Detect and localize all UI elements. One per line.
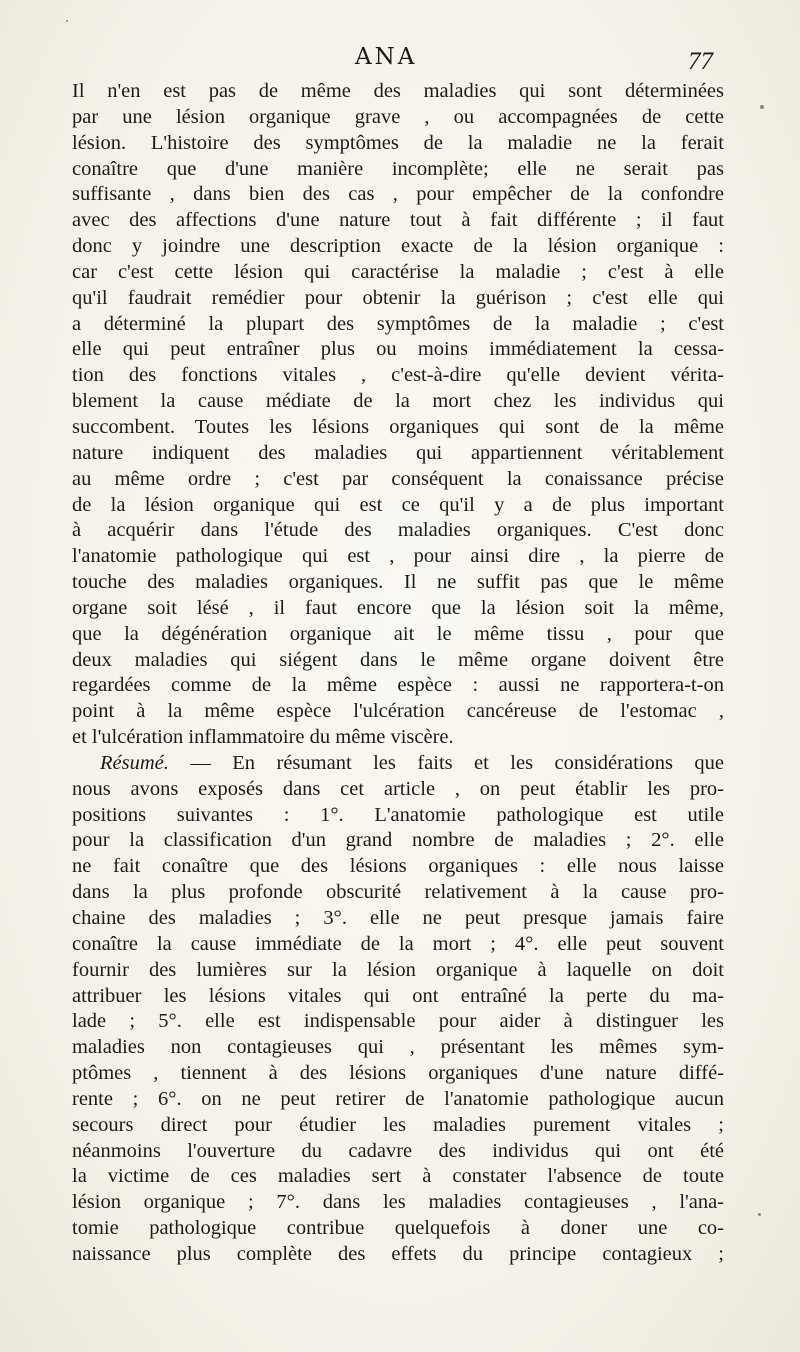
text-line: à acquérir dans l'étude des maladies organiques. C'est donc	[72, 519, 724, 542]
text-line: avec des affections d'une nature tout à fait différente ; il faut	[72, 209, 724, 232]
text-line: ptômes , tiennent à des lésions organiques d'une nature diffé-	[72, 1062, 724, 1085]
page-number: 77	[688, 48, 713, 75]
text-line: et l'ulcération inflammatoire du même viscère.	[72, 726, 454, 749]
body-text	[72, 79, 724, 1268]
text-line: deux maladies qui siégent dans le même organe doivent être	[72, 648, 724, 671]
text-line: l'anatomie pathologique qui est , pour ainsi dire , la pierre de	[72, 545, 724, 568]
text-line: qu'il faudrait remédier pour obtenir la guérison ; c'est elle qui	[72, 286, 724, 309]
paragraph-resume	[72, 751, 724, 1268]
text-line: au même ordre ; c'est par conséquent la conaissance précise	[72, 467, 724, 490]
text-line: touche des maladies organiques. Il ne suffit pas que le même	[72, 571, 724, 594]
text-line: conaître que d'une manière incomplète; elle ne serait pas	[72, 157, 724, 180]
text-line: néanmoins l'ouverture du cadavre des individus qui ont été	[72, 1139, 724, 1162]
text-line: par une lésion organique grave , ou accompagnées de cette	[72, 105, 724, 128]
text-line: conaître la cause immédiate de la mort ; 4°. elle peut souvent	[72, 932, 724, 955]
text-line: blement la cause médiate de la mort chez les individus qui	[72, 390, 724, 413]
text-line: a déterminé la plupart des symptômes de la maladie ; c'est	[72, 312, 724, 335]
text-line: secours direct pour étudier les maladies purement vitales ;	[72, 1113, 724, 1136]
paragraph-main	[72, 79, 724, 751]
text-line: rente ; 6°. on ne peut retirer de l'anatomie pathologique aucun	[72, 1087, 724, 1110]
text-line: pour la classification d'un grand nombre de maladies ; 2°. elle	[72, 829, 724, 852]
text-line: succombent. Toutes les lésions organiques qui sont de la même	[72, 415, 724, 438]
paper-speck	[760, 105, 764, 109]
text-line: organe soit lésé , il faut encore que la lésion soit la même,	[72, 596, 724, 619]
text-line: dans la plus profonde obscurité relativement à la cause pro-	[72, 881, 724, 904]
text-line: nature indiquent des maladies qui appartiennent véritablement	[72, 441, 724, 464]
text-line: nous avons exposés dans cet article , on peut établir les pro-	[72, 777, 724, 800]
text-line: naissance plus complète des effets du principe contagieux ;	[72, 1242, 724, 1265]
text-line: lésion. L'histoire des symptômes de la maladie ne la ferait	[72, 131, 724, 154]
text-line	[72, 751, 724, 777]
text-line: car c'est cette lésion qui caractérise la maladie ; c'est à elle	[72, 260, 724, 283]
text-line: maladies non contagieuses qui , présentant les mêmes sym-	[72, 1036, 724, 1059]
text-line: de la lésion organique qui est ce qu'il y a de plus important	[72, 493, 724, 516]
paper-speck	[66, 20, 68, 22]
text-line: lésion organique ; 7°. dans les maladies contagieuses , l'ana-	[72, 1191, 724, 1214]
resume-label: Résumé.	[100, 751, 169, 774]
text-line: tion des fonctions vitales , c'est-à-dire qu'elle devient vérita-	[72, 364, 724, 387]
running-head-title: ANA	[355, 44, 418, 70]
paper-speck	[758, 1213, 761, 1216]
text-line: Il n'en est pas de même des maladies qui sont déterminées	[72, 80, 724, 102]
text-line: suffisante , dans bien des cas , pour empêcher de la confondre	[72, 183, 724, 206]
text-line: regardées comme de la même espèce : aussi ne rapportera-t-on	[72, 674, 724, 697]
text-line: point à la même espèce l'ulcération cancéreuse de l'estomac ,	[72, 700, 724, 723]
text-line: chaine des maladies ; 3°. elle ne peut presque jamais faire	[72, 907, 724, 929]
text-line: positions suivantes : 1°. L'anatomie pathologique est utile	[72, 803, 724, 826]
text-line: attribuer les lésions vitales qui ont entraîné la perte du ma-	[72, 984, 724, 1007]
text-line: que la dégénération organique ait le même tissu , pour que	[72, 622, 724, 645]
text-line: lade ; 5°. elle est indispensable pour aider à distinguer les	[72, 1010, 724, 1033]
text-line: donc y joindre une description exacte de la lésion organique :	[72, 235, 724, 258]
running-head	[0, 44, 800, 78]
resume-first-line: — En résumant les faits et les considérations que	[168, 751, 724, 774]
text-line: ne fait conaître que des lésions organiques : elle nous laisse	[72, 855, 724, 878]
text-line: tomie pathologique contribue quelquefois à doner une co-	[72, 1217, 724, 1240]
text-line: elle qui peut entraîner plus ou moins immédiatement la cessa-	[72, 338, 724, 361]
text-line: la victime de ces maladies sert à constater l'absence de toute	[72, 1165, 724, 1188]
text-line: fournir des lumières sur la lésion organique à laquelle on doit	[72, 958, 724, 981]
